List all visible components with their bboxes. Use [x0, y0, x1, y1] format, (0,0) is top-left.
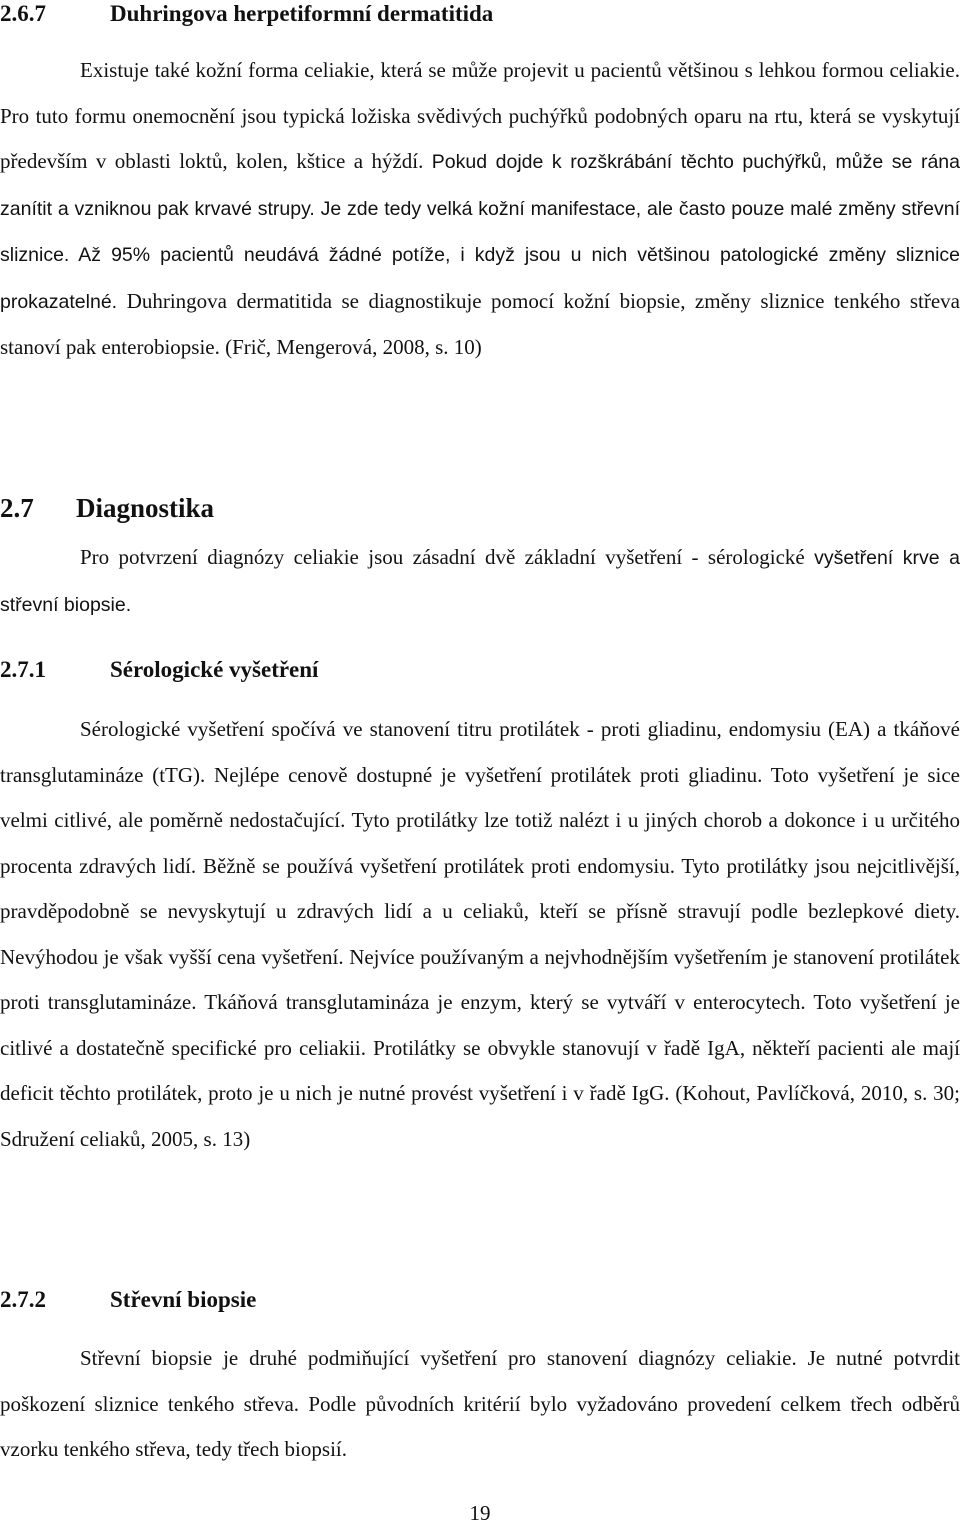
section-title: Duhringova herpetiformní dermatitida — [110, 1, 494, 26]
paragraph-part-c: Duhringova dermatitida se diagnostikuje pomocí kožní biopsie, změny sliznice tenkého střeva stanoví pak enterobiopsie. (Frič, Mengerová, 2008, s. 10) — [0, 288, 960, 359]
paragraph-biopsy: Střevní biopsie je druhé podmiňující vyšetření pro stanovení diagnózy celiakie. Je nutné potvrdit poškození sliznice tenkého střeva. Podle původních kritérií bylo vyžadováno provedení celkem třech odběrů vzorku tenkého střeva, tedy třech biopsií. — [0, 1346, 960, 1461]
paragraph-serology: Sérologické vyšetření spočívá ve stanovení titru protilátek - proti gliadinu, endomysiu (EA) a tkáňové transglutamináze (tTG). Nejlépe cenově dostupné je vyšetření protilátek proti gliadinu. Toto vyšetření je sice velmi citlivé, ale poměrně nedostačující. Tyto protilátky lze totiž nalézt i u jiných chorob a dokonce i u určitého procenta zdravých lidí. Běžně se používá vyšetření protilátek proti endomysiu. Tyto protilátky jsou nejcitlivější, pravděpodobně se nevyskytují u zdravých lidí a u celiaků, kteří se přísně stravují podle bezlepkové diety. Nevýhodou je však vyšší cena vyšetření. Nejvíce používaným a nejvhodnějším vyšetřením je stanovení protilátek proti transglutamináze. Tkáňová transglutamináza je enzym, který se vytváří v enterocytech. Toto vyšetření je citlivé a dostatečně specifické pro celiakii. Protilátky se obvykle stanovují v řadě IgA, někteří pacienti ale mají deficit těchto protilátek, proto je u nich je nutné provést vyšetření i v řadě IgG. (Kohout, Pavlíčková, 2010, s. 30; Sdružení celiaků, 2005, s. 13) — [0, 717, 960, 1151]
paragraph-part-b: Pokud dojde k rozškrábání těchto puchýřků, může se rána zanítit a vzniknou pak krvavé strupy. Je zde tedy velká kožní manifestace, ale často pouze malé změny střevní sliznice. Až 95% pacientů neudává žádné potíže, i když jsou u nich většinou patologické změny sliznice prokazatelné. — [0, 151, 960, 313]
section-title: Střevní biopsie — [110, 1287, 257, 1312]
paragraph-diagnostics — [0, 535, 960, 628]
paragraph-part-a: Existuje také kožní forma celiakie, která se může projevit u pacientů většinou s lehkou formou celiakie. Pro tuto formu onemocnění jsou typická ložiska svědivých puchýřků podobných oparu na rtu, která se vyskytují především v oblasti loktů, kolen, kštice a hýždí. — [0, 58, 960, 173]
section-number: 2.7.2 — [0, 1287, 46, 1312]
section-heading-2-7-1 — [0, 656, 318, 684]
section-heading-2-6-7 — [0, 0, 493, 28]
section-number: 2.6.7 — [0, 1, 46, 26]
page-number: 19 — [469, 1501, 491, 1525]
section-heading-2-7 — [0, 492, 214, 524]
section-number: 2.7.1 — [0, 657, 46, 682]
section-heading-2-7-2 — [0, 1286, 256, 1314]
section-number: 2.7 — [0, 493, 34, 523]
paragraph-part-a: Pro potvrzení diagnózy celiakie jsou zásadní dvě základní vyšetření - sérologické — [80, 545, 815, 569]
paragraph-dermatitis — [0, 48, 960, 371]
section-title: Diagnostika — [76, 493, 215, 523]
section-title: Sérologické vyšetření — [110, 657, 319, 682]
paragraph-part-b: vyšetření krve a střevní biopsie. — [0, 547, 960, 616]
